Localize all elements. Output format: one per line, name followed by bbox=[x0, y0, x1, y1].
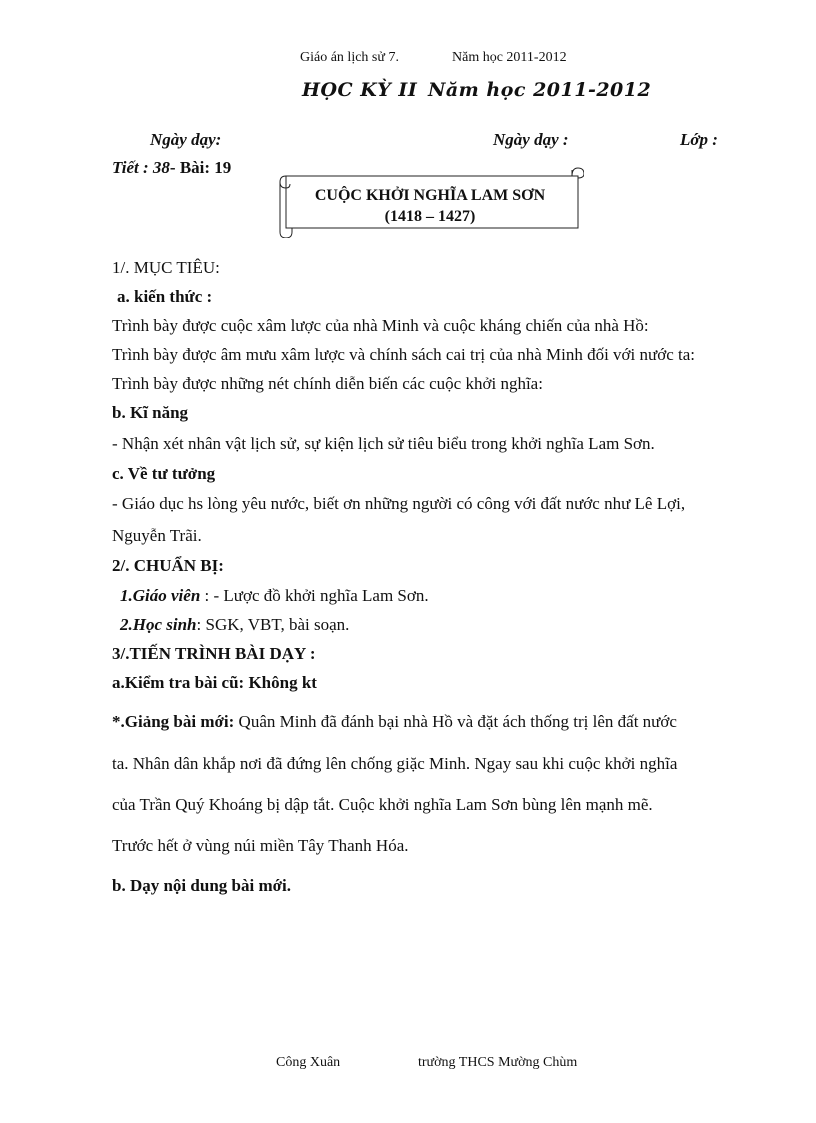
knowledge-line-2: Trình bày được âm mưu xâm lược và chính sách cai trị của nhà Minh đối với nước ta: bbox=[112, 345, 696, 364]
review-heading: a.Kiểm tra bài cũ: Không kt bbox=[112, 673, 317, 692]
preparation-heading: 2/. CHUẨN BỊ: bbox=[112, 556, 224, 575]
class-label: Lớp : bbox=[680, 130, 718, 149]
teacher-prep-text: : - Lược đồ khởi nghĩa Lam Sơn. bbox=[200, 586, 429, 605]
period-label: Tiết : 38 bbox=[112, 158, 170, 177]
teacher-prep bbox=[120, 586, 429, 606]
intro-label: *.Giảng bài mới: bbox=[112, 712, 235, 731]
knowledge-line-1: Trình bày được cuộc xâm lược của nhà Minh và cuộc kháng chiến của nhà Hồ: bbox=[112, 316, 649, 335]
objectives-heading: 1/. MỤC TIÊU: bbox=[112, 258, 220, 277]
attitude-heading: c. Về tư tưởng bbox=[112, 464, 216, 483]
attitude-line-2: Nguyễn Trãi. bbox=[112, 526, 202, 545]
lesson-title: CUỘC KHỞI NGHĨA LAM SƠN bbox=[314, 187, 546, 204]
lesson-title-banner bbox=[276, 166, 584, 238]
teaching-date-label-2: Ngày dạy : bbox=[493, 130, 569, 149]
year-title: Năm học 2011-2012 bbox=[428, 79, 652, 101]
intro-line-2: ta. Nhân dân khắp nơi đã đứng lên chống giặc Minh. Ngay sau khi cuộc khởi nghĩa bbox=[112, 754, 678, 773]
skills-heading: b. Kĩ năng bbox=[112, 403, 189, 422]
teacher-label: 1.Giáo viên bbox=[120, 586, 201, 605]
intro-text-1: Quân Minh đã đánh bại nhà Hồ và đặt ách thống trị lên đất nước bbox=[234, 712, 677, 731]
lesson-years: (1418 – 1427) bbox=[384, 208, 476, 225]
intro-line-1 bbox=[112, 712, 677, 732]
knowledge-heading: a. kiến thức : bbox=[117, 287, 213, 306]
teaching-date-label: Ngày dạy: bbox=[150, 130, 222, 149]
lesson-number bbox=[112, 158, 231, 178]
term-title: HỌC KỲ II bbox=[302, 79, 418, 101]
footer-author: Công Xuân bbox=[276, 1055, 341, 1070]
student-prep bbox=[120, 615, 349, 635]
header-school-year: Năm học 2011-2012 bbox=[452, 50, 567, 65]
header-subject: Giáo án lịch sử 7. bbox=[300, 50, 399, 65]
process-heading: 3/.TIẾN TRÌNH BÀI DẠY : bbox=[112, 644, 316, 663]
student-prep-text: : SGK, VBT, bài soạn. bbox=[196, 615, 350, 634]
new-lesson-heading: b. Dạy nội dung bài mới. bbox=[112, 876, 291, 895]
student-label: 2.Học sinh bbox=[120, 615, 197, 634]
lesson-label: - Bài: 19 bbox=[169, 158, 232, 177]
skills-line: - Nhận xét nhân vật lịch sử, sự kiện lịch sử tiêu biểu trong khởi nghĩa Lam Sơn. bbox=[112, 434, 655, 453]
attitude-line-1: - Giáo dục hs lòng yêu nước, biết ơn những người có công với đất nước như Lê Lợi, bbox=[112, 494, 686, 513]
intro-line-4: Trước hết ở vùng núi miền Tây Thanh Hóa. bbox=[112, 836, 409, 855]
intro-line-3: của Trần Quý Khoáng bị dập tắt. Cuộc khởi nghĩa Lam Sơn bùng lên mạnh mẽ. bbox=[112, 795, 653, 814]
footer-school: trường THCS Mường Chùm bbox=[418, 1055, 578, 1070]
knowledge-line-3: Trình bày được những nét chính diễn biến các cuộc khởi nghĩa: bbox=[112, 374, 543, 393]
